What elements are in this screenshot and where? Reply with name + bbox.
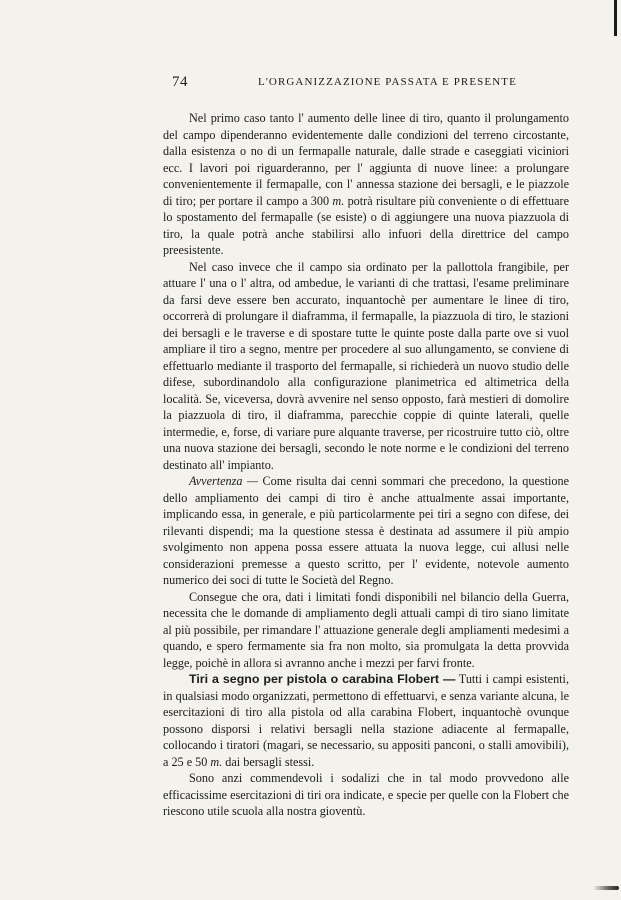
paragraph-1-tail: potrà risultare più conveniente o di effettuare lo spostamento del fermapalle (se esiste) o di aggiungere una nuova piazzuola di tiro, la quale potrà anche stabilirsi allo infuori della direttrice del campo preesistente. <box>163 193 569 257</box>
running-title: L'ORGANIZZAZIONE PASSATA E PRESENTE <box>258 76 517 88</box>
paragraph-5-tail: dai bersagli stessi. <box>222 754 315 769</box>
paragraph-4: Consegue che ora, dati i limitati fondi disponibili nel bilancio della Guerra, necessita che le domande di ampliamento degli attuali campi di tiro siano limitate al più possibile, per rimandare l' attuazione generale degli ampliamenti medesimi a quando, e spero fermamente sia fra non molto, sia promulgata la detta provvida legge, poichè in allora si avranno anche i mezzi per farvi fronte. <box>163 589 569 670</box>
unit-label: m. <box>332 193 345 208</box>
paragraph-3 <box>163 473 569 589</box>
page-header <box>172 74 576 96</box>
unit-label: m. <box>210 754 223 769</box>
paragraph-5-text: Tutti i campi esistenti, in qualsiasi modo organizzati, permettono di effettuarvi, e senza variante alcuna, le esercitazioni di tiro alla pistola od alla carabina Flobert, inquantochè ovunque possono disporsi i relativi bersagli nella stazione adiacente al fermapalle, collocando i tiratori (magari, se necessario, su appositi panconi, o stalli amovibili), a 25 e 50 <box>163 672 569 769</box>
scan-mark <box>593 886 619 890</box>
paragraph-2: Nel caso invece che il campo sia ordinato per la pallottola frangibile, per attuare l' una o l' altra, od ambedue, le varianti di che trattasi, l'esame preliminare da farsi deve essere ben accurato, inquantochè per aumentare le linee di tiro, occorrerà di prolungare il diaframma, il fermapalle, la piazzuola di tiro, le stazioni dei bersagli e le traverse e di spostare tutte le quinte poste dalla parte ove si vuol ampliare il tiro a segno, mentre per procedere al suo allungamento, se conviene di effettuarlo mediante il trasporto del fermapalle, si richiederà un nuovo studio delle difese, subordinandolo alla configurazione planimetrica ed altimetrica della località. Se, viceversa, dovrà avvenire nel senso opposto, farà mestieri di domolire la piazzuola di tiro, il diaframma, parecchie coppie di quinte laterali, quelle intermedie, e, forse, di variare pure alquante traverse, per ricostruire tutto ciò, oltre una nuova stazione dei bersagli, secondo le note norme e le condizioni del terreno destinato all' impianto. <box>163 259 569 472</box>
section-heading: Tiri a segno per pistola o carabina Flobert — <box>189 672 456 686</box>
paragraph-3-text: Come risulta dai cenni sommari che precedono, la questione dello ampliamento dei campi di tiro è anche attualmente assai importante, implicando essa, in generale, e più particolarmente pei tiri a segno con difese, dei rilevanti dispendi; ma la questione stessa è destinata ad assumere il più ampio svolgimento non appena possa essere attuata la nuova legge, cui allusi nelle considerazioni premesse a questo scritto, per l' evidente, notevole aumento numerico dei soci di tutte le Società del Regno. <box>163 474 569 587</box>
page-edge-mark <box>614 0 617 36</box>
paragraph-1 <box>163 110 569 259</box>
paragraph-6: Sono anzi commendevoli i sodalizi che in tal modo provvedono alle efficacissime esercitazioni di tiri ora indicate, e specie per quelle con la Flobert che riescono utile scuola alla nostra gioventù. <box>163 771 569 818</box>
body-text <box>163 110 569 820</box>
page-number: 74 <box>172 74 188 90</box>
paragraph-5 <box>163 671 569 770</box>
paragraph-3-lead: Avvertenza — <box>189 474 258 488</box>
paragraph-1-text: Nel primo caso tanto l' aumento delle linee di tiro, quanto il prolungamento del campo dipenderanno evidentemente dalle condizioni del terreno circostante, dalla esistenza o no di un fermapalle naturale, dalle strade e caseggiati viciniori ecc. I lavori poi riguarderanno, per l' aggiunta di nuove linee: a prolungare convenientemente il fermapalle, con l' annessa stazione dei bersagli, e le piazzole di tiro; per portare il campo a 300 <box>163 111 569 208</box>
